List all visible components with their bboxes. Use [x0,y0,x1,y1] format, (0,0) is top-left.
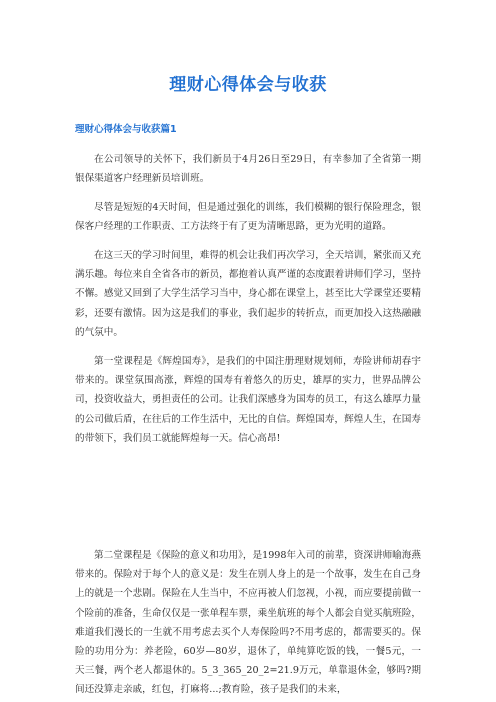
page-title: 理财心得体会与收获 [169,75,327,95]
paragraph: 在公司领导的关怀下，我们新员于4月26日至29日，有幸参加了全省第一期银保渠道客户经理新员培训班。 [75,154,421,185]
paragraph: 第二堂课程是《保险的意义和功用》，是1998年入司的前辈，资深讲师喻海燕带来的。保险对于每个人的意义是：发生在别人身上的是一个故事，发生在自己身上的就是一个悲剧。保险在人生当中，不应再被人们忽视，小视，而应要提前做一个险前的准备，生命仅仅是一张单程车票，乘坐航班的每个人都会自觉买航班险，难道我们漫长的一生就不用考虑去买个人寿保险吗?不用考虑的，都需要买的。保险的功用分为：养老险，60岁—80岁，退休了，单纯算吃饭的钱，一餐5元，一天三餐，两个老人都退休的。5_3_365_20_2=21.9万元，单靠退休金，够吗?期间还没算走亲戚，红包，打麻将...;教育险，孩子是我们的未来， [75,550,421,696]
paragraph: 第一堂课程是《辉煌国寿》，是我们的中国注册理财规划师，寿险讲师胡春宇带来的。课堂氛围高涨，辉煌的国寿有着悠久的历史，雄厚的实力，世界品牌公司，投资收益大，勇担责任的公司。让我们深感身为国寿的员工，有这么雄厚力量的公司做后盾，在往后的工作生活中，无比的自信。辉煌国寿，辉煌人生，在国寿的带领下，我们员工就能辉煌每一天。信心高昂! [75,356,421,444]
paragraph: 尽管是短短的4天时间，但是通过强化的训练，我们模糊的银行保险理念，银保客户经理的工作职责、工方法终于有了更为清晰思路，更为光明的道路。 [75,202,421,233]
paragraph: 在这三天的学习时间里，难得的机会让我们再次学习，全天培训，紧张而又充满乐趣。每位来自全省各市的新员，都抱着认真严谨的态度跟着讲师们学习，坚持不懈。感觉又回到了大学生活学习当中，身心都在课堂上，甚至比大学课堂还要精彩，还要有激情。因为这是我们的事业，我们起步的转折点，而更加投入这热融融的气氛中。 [75,250,421,338]
section-heading: 理财心得体会与收获篇1 [75,124,177,135]
